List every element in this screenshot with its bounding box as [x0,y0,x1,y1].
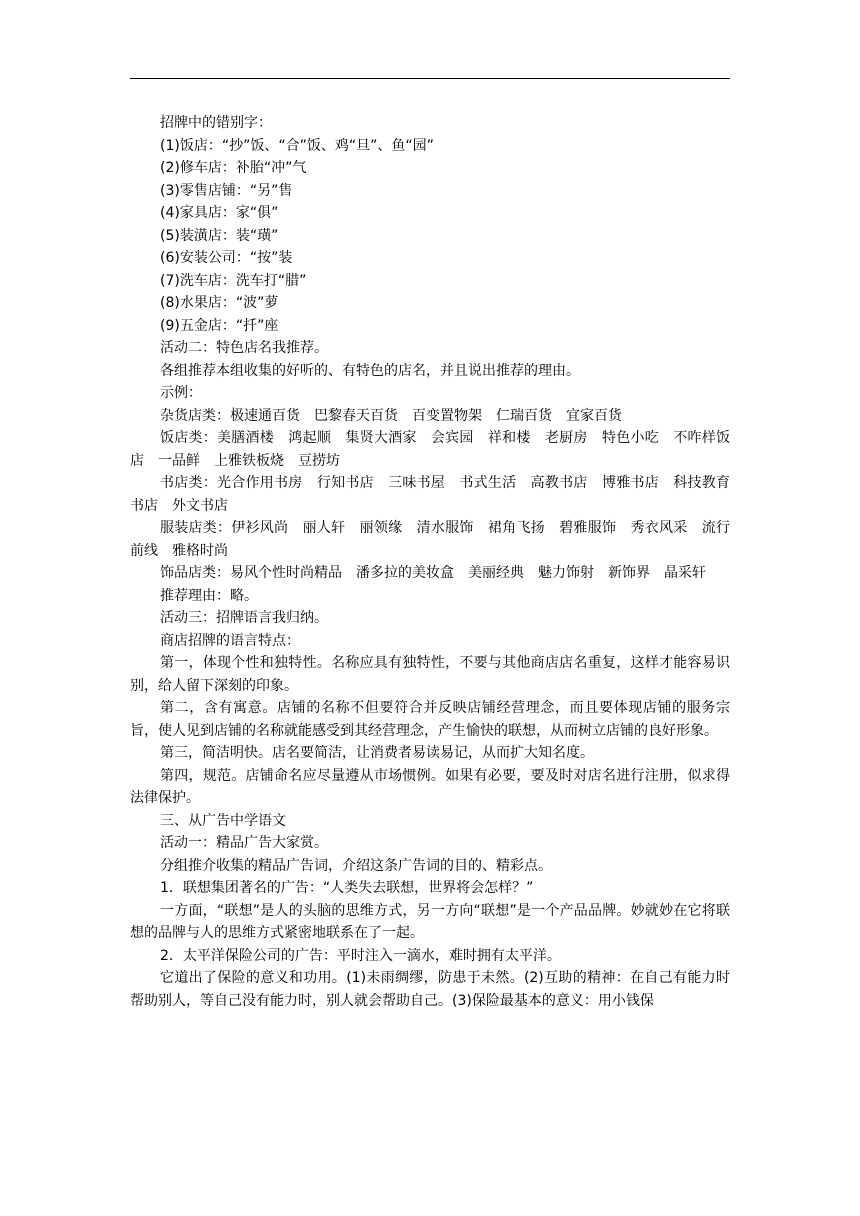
paragraph: 活动三：招牌语言我归纳。 [160,610,328,626]
paragraph: 它道出了保险的意义和功用。(1)未雨绸缪，防患于未然。(2)互助的精神：在自己有能力时帮助别人，等自己没有能力时，别人就会帮助自己。(3)保险最基本的意义：用小钱保 [130,970,730,1009]
paragraph: (6)安装公司：“按”装 [160,250,293,266]
paragraph: (8)水果店：“波”萝 [160,295,279,311]
document-body [130,112,730,1012]
paragraph: 活动二：特色店名我推荐。 [160,340,328,356]
paragraph: (7)洗车店：洗车打“腊” [160,272,307,289]
paragraph: 招牌中的错别字： [160,115,272,131]
paragraph: (4)家具店：家“俱” [160,205,279,221]
paragraph: 商店招牌的语言特点： [160,632,300,649]
paragraph: (2)修车店：补胎“冲”气 [160,160,307,176]
header-rule [130,78,730,79]
paragraph: 饭店类：美膳酒楼 鸿起顺 集贤大酒家 会宾园 祥和楼 老厨房 特色小吃 不咋样饭店 一品鲜 上雅铁板烧 豆捞坊 [130,430,730,469]
paragraph: 1．联想集团著名的广告：“人类失去联想，世界将会怎样？” [160,880,534,896]
paragraph: (5)装潢店：装“璜” [160,227,279,244]
paragraph: 饰品店类：易风个性时尚精品 潘多拉的美妆盒 美丽经典 魅力饰射 新饰界 晶采轩 [160,565,706,581]
paragraph: 杂货店类：极速通百货 巴黎春天百货 百变置物架 仁瑞百货 宜家百货 [160,407,622,424]
paragraph: 第三，简洁明快。店名要简洁，让消费者易读易记，从而扩大知名度。 [160,745,594,761]
paragraph: 第二，含有寓意。店铺的名称不但要符合并反映店铺经营理念，而且要体现店铺的服务宗旨，使人见到店铺的名称就能感受到其经营理念，产生愉快的联想，从而树立店铺的良好形象。 [130,700,730,739]
paragraph: 活动一：精品广告大家赏。 [160,835,328,851]
paragraph: 2．太平洋保险公司的广告：平时注入一滴水，难时拥有太平洋。 [160,947,561,964]
paragraph: 各组推荐本组收集的好听的、有特色的店名，并且说出推荐的理由。 [160,362,580,379]
paragraph: (3)零售店铺：“另”售 [160,182,293,199]
paragraph: 第一，体现个性和独特性。名称应具有独特性，不要与其他商店店名重复，这样才能容易识别，给人留下深刻的印象。 [130,655,730,694]
paragraph: 推荐理由：略。 [160,587,258,604]
paragraph: (9)五金店：“扦”座 [160,317,279,334]
paragraph: 分组推介收集的精品广告词，介绍这条广告词的目的、精彩点。 [160,857,552,874]
paragraph: 一方面，“联想”是人的头脑的思维方式，另一方向“联想”是一个产品品牌。妙就妙在它将联想的品牌与人的思维方式紧密地联系在了一起。 [130,902,730,941]
paragraph: 第四，规范。店铺命名应尽量遵从市场惯例。如果有必要，要及时对店名进行注册，似求得法律保护。 [130,767,730,806]
paragraph: 示例： [160,385,202,401]
paragraph: 书店类：光合作用书房 行知书店 三味书屋 书式生活 高教书店 博雅书店 科技教育书店 外文书店 [130,475,730,514]
paragraph: 服装店类：伊衫风尚 丽人轩 丽领缘 清水服饰 裙角飞扬 碧雅服饰 秀衣风采 流行前线 雅格时尚 [130,520,730,559]
paragraph: (1)饭店：“抄”饭、“合”饭、鸡“旦”、鱼“园” [160,137,434,154]
paragraph: 三、从广告中学语文 [160,812,286,829]
